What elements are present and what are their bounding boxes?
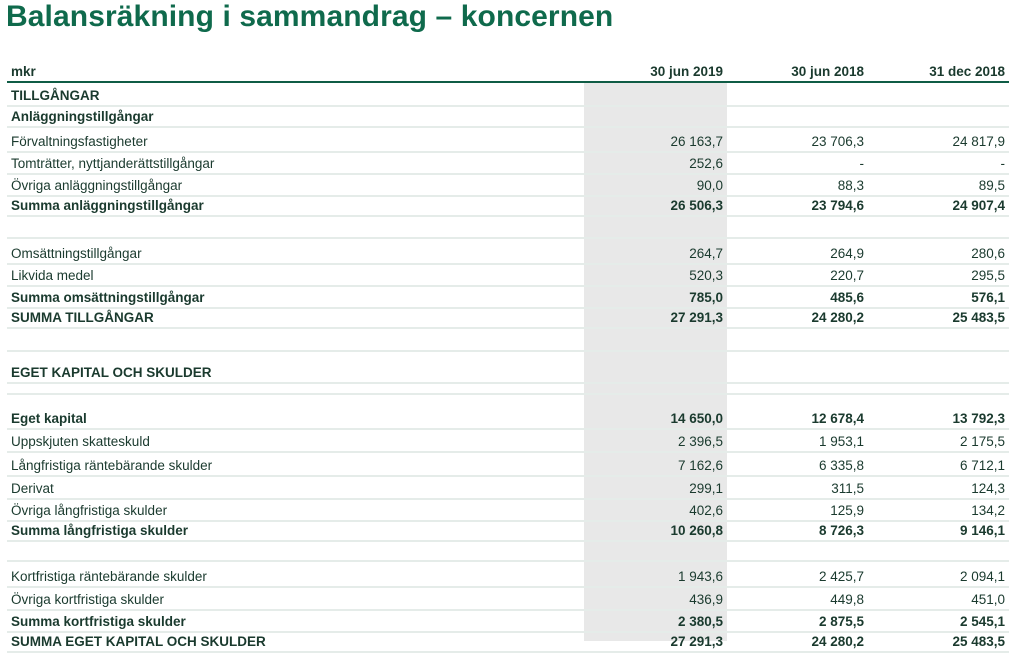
row-label: Långfristiga räntebärande skulder [7,452,584,476]
column-header-30-jun-2019: 30 jun 2019 [584,56,727,82]
value-30-jun-2018: 264,9 [727,238,868,264]
value-30-jun-2018: 24 280,2 [727,308,868,328]
value-31-dec-2018: 9 146,1 [868,521,1009,541]
value-30-jun-2019: 26 506,3 [584,196,727,216]
value-30-jun-2019 [584,383,727,394]
value-30-jun-2019: 520,3 [584,264,727,286]
value-31-dec-2018 [868,106,1009,127]
value-30-jun-2018: 6 335,8 [727,452,868,476]
value-31-dec-2018: 2 545,1 [868,610,1009,632]
value-30-jun-2019 [584,351,727,383]
page-title: Balansräkning i sammandrag – koncernen [6,0,614,33]
value-30-jun-2019 [584,82,727,106]
table-body [7,82,1009,652]
value-31-dec-2018 [868,541,1009,561]
table-row [7,429,1009,452]
value-30-jun-2018 [727,541,868,561]
value-30-jun-2019: 2 380,5 [584,610,727,632]
row-label: Derivat [7,476,584,499]
row-label: Summa kortfristiga skulder [7,610,584,632]
value-30-jun-2019: 7 162,6 [584,452,727,476]
spacer-row [7,541,1009,561]
row-label: Eget kapital [7,394,584,429]
value-30-jun-2019: 402,6 [584,499,727,521]
value-30-jun-2018: 449,8 [727,587,868,610]
value-30-jun-2018 [727,328,868,351]
row-label: Kortfristiga räntebärande skulder [7,561,584,587]
value-31-dec-2018 [868,351,1009,383]
value-31-dec-2018 [868,82,1009,106]
value-30-jun-2018: 1 953,1 [727,429,868,452]
value-30-jun-2018: 24 280,2 [727,632,868,652]
value-30-jun-2019: 252,6 [584,152,727,174]
column-header-31-dec-2018: 31 dec 2018 [868,56,1009,82]
value-30-jun-2019: 27 291,3 [584,632,727,652]
row-label: Likvida medel [7,264,584,286]
value-30-jun-2018: - [727,152,868,174]
value-30-jun-2018: 2 425,7 [727,561,868,587]
value-31-dec-2018: 13 792,3 [868,394,1009,429]
unit-header: mkr [7,56,584,82]
table-row [7,264,1009,286]
summary-row [7,521,1009,541]
value-31-dec-2018 [868,216,1009,238]
row-label: Summa långfristiga skulder [7,521,584,541]
row-label: SUMMA TILLGÅNGAR [7,308,584,328]
row-label: Summa anläggningstillgångar [7,196,584,216]
spacer-row [7,216,1009,238]
value-30-jun-2018: 88,3 [727,174,868,196]
table-row [7,452,1009,476]
value-31-dec-2018: 25 483,5 [868,632,1009,652]
row-label: Omsättningstillgångar [7,238,584,264]
row-label: SUMMA EGET KAPITAL OCH SKULDER [7,632,584,652]
value-30-jun-2019: 10 260,8 [584,521,727,541]
value-31-dec-2018: 134,2 [868,499,1009,521]
value-30-jun-2019: 90,0 [584,174,727,196]
value-30-jun-2018: 23 794,6 [727,196,868,216]
value-30-jun-2018 [727,351,868,383]
value-30-jun-2018: 311,5 [727,476,868,499]
value-31-dec-2018: 295,5 [868,264,1009,286]
value-30-jun-2019: 27 291,3 [584,308,727,328]
value-30-jun-2018: 12 678,4 [727,394,868,429]
value-30-jun-2019 [584,541,727,561]
value-31-dec-2018: 280,6 [868,238,1009,264]
row-label: Anläggningstillgångar [7,106,584,127]
row-label [7,328,584,351]
row-label: EGET KAPITAL OCH SKULDER [7,351,584,383]
table-row [7,127,1009,152]
value-30-jun-2019: 14 650,0 [584,394,727,429]
row-label [7,541,584,561]
row-label: TILLGÅNGAR [7,82,584,106]
row-label [7,383,584,394]
value-31-dec-2018: 576,1 [868,286,1009,308]
value-31-dec-2018: 6 712,1 [868,452,1009,476]
table-row [7,82,1009,106]
summary-row [7,632,1009,652]
value-31-dec-2018: 2 175,5 [868,429,1009,452]
value-30-jun-2019: 299,1 [584,476,727,499]
table-row [7,587,1009,610]
balance-sheet-table [7,56,1009,653]
value-30-jun-2019: 785,0 [584,286,727,308]
value-31-dec-2018: 89,5 [868,174,1009,196]
summary-row [7,196,1009,216]
table-row [7,152,1009,174]
value-31-dec-2018 [868,383,1009,394]
value-30-jun-2019: 26 163,7 [584,127,727,152]
table-header-row [7,56,1009,82]
value-30-jun-2018: 220,7 [727,264,868,286]
summary-row [7,610,1009,632]
value-31-dec-2018: - [868,152,1009,174]
value-30-jun-2018: 125,9 [727,499,868,521]
table-row [7,106,1009,127]
value-30-jun-2018 [727,383,868,394]
value-30-jun-2019 [584,328,727,351]
table-row [7,561,1009,587]
value-30-jun-2018: 8 726,3 [727,521,868,541]
value-30-jun-2019 [584,216,727,238]
value-30-jun-2019: 436,9 [584,587,727,610]
value-31-dec-2018: 25 483,5 [868,308,1009,328]
row-label: Tomträtter, nyttjanderättstillgångar [7,152,584,174]
value-31-dec-2018: 24 817,9 [868,127,1009,152]
value-30-jun-2019 [584,106,727,127]
value-30-jun-2019: 1 943,6 [584,561,727,587]
summary-row [7,308,1009,328]
value-30-jun-2018 [727,82,868,106]
value-31-dec-2018 [868,328,1009,351]
table-row [7,499,1009,521]
column-header-30-jun-2018: 30 jun 2018 [727,56,868,82]
table-row [7,174,1009,196]
spacer-row [7,328,1009,351]
row-label: Uppskjuten skatteskuld [7,429,584,452]
summary-row [7,286,1009,308]
value-30-jun-2019: 2 396,5 [584,429,727,452]
row-label: Övriga långfristiga skulder [7,499,584,521]
value-30-jun-2018: 23 706,3 [727,127,868,152]
row-label [7,216,584,238]
value-30-jun-2018: 2 875,5 [727,610,868,632]
value-30-jun-2018 [727,106,868,127]
row-label: Övriga anläggningstillgångar [7,174,584,196]
value-31-dec-2018: 24 907,4 [868,196,1009,216]
row-label: Övriga kortfristiga skulder [7,587,584,610]
table-row [7,351,1009,383]
value-31-dec-2018: 2 094,1 [868,561,1009,587]
value-31-dec-2018: 124,3 [868,476,1009,499]
value-30-jun-2018 [727,216,868,238]
value-31-dec-2018: 451,0 [868,587,1009,610]
value-30-jun-2019: 264,7 [584,238,727,264]
row-label: Förvaltningsfastigheter [7,127,584,152]
value-30-jun-2018: 485,6 [727,286,868,308]
spacer-row [7,383,1009,394]
table-row [7,238,1009,264]
table-row [7,476,1009,499]
row-label: Summa omsättningstillgångar [7,286,584,308]
table-row [7,394,1009,429]
